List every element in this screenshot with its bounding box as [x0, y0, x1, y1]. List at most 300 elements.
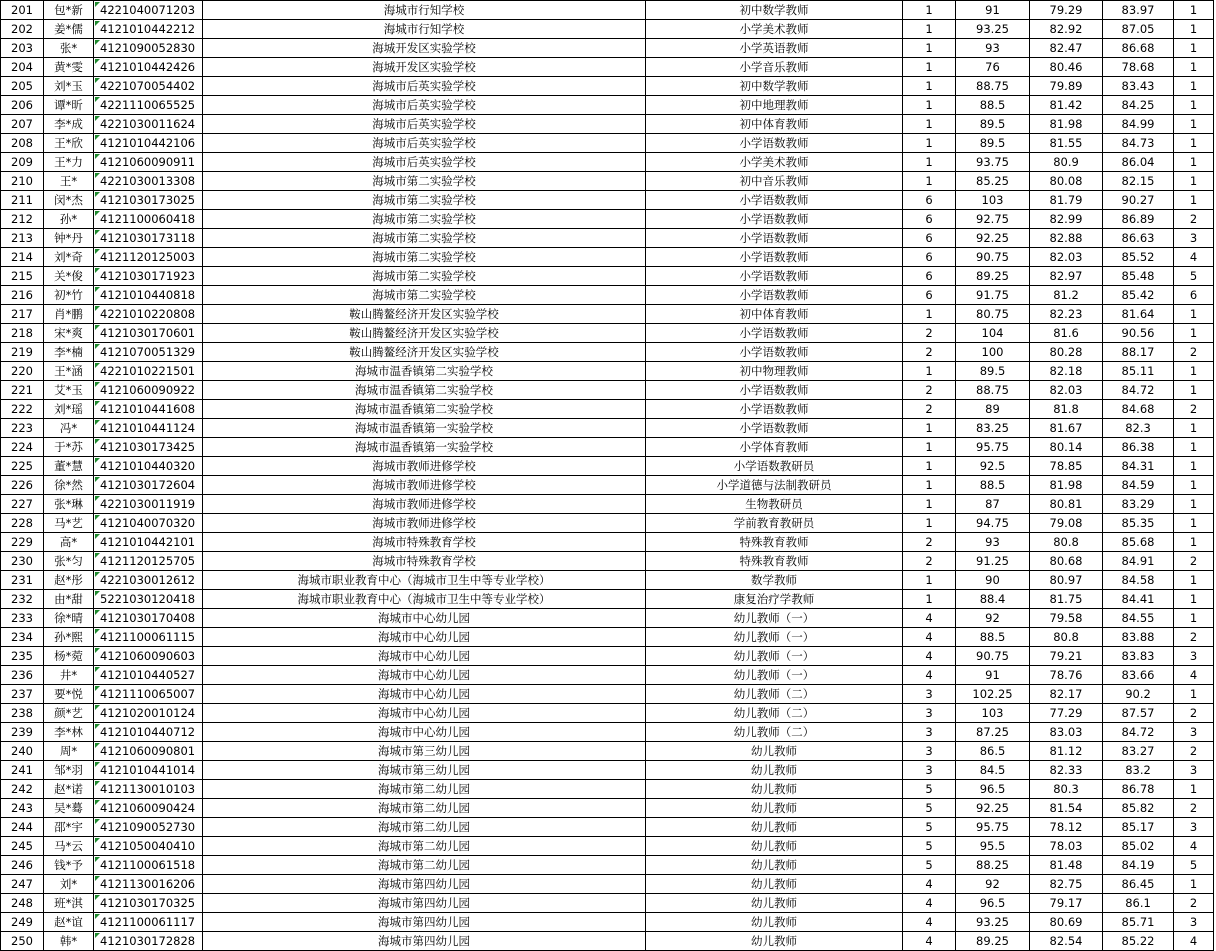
position-cell[interactable]: 初中数学教师 [646, 1, 903, 20]
interview-score-cell[interactable]: 80.46 [1030, 58, 1103, 77]
exam-id-cell[interactable]: 4221110065525 [94, 96, 203, 115]
interview-score-cell[interactable]: 82.33 [1030, 761, 1103, 780]
row-number-cell[interactable]: 236 [1, 666, 44, 685]
exam-id-cell[interactable]: 4121010440818 [94, 286, 203, 305]
total-score-cell[interactable]: 84.58 [1103, 571, 1174, 590]
position-cell[interactable]: 幼儿教师（二） [646, 704, 903, 723]
exam-id-cell[interactable]: 4121120125705 [94, 552, 203, 571]
name-cell[interactable]: 李*林 [44, 723, 94, 742]
row-number-cell[interactable]: 220 [1, 362, 44, 381]
quota-cell[interactable]: 4 [903, 609, 956, 628]
exam-id-cell[interactable]: 4121100061115 [94, 628, 203, 647]
written-score-cell[interactable]: 90.75 [956, 248, 1030, 267]
unit-cell[interactable]: 海城市第二幼儿园 [203, 780, 646, 799]
quota-cell[interactable]: 2 [903, 343, 956, 362]
total-score-cell[interactable]: 83.29 [1103, 495, 1174, 514]
quota-cell[interactable]: 4 [903, 894, 956, 913]
written-score-cell[interactable]: 102.25 [956, 685, 1030, 704]
position-cell[interactable]: 小学体育教师 [646, 438, 903, 457]
written-score-cell[interactable]: 91.25 [956, 552, 1030, 571]
name-cell[interactable]: 谭*昕 [44, 96, 94, 115]
row-number-cell[interactable]: 214 [1, 248, 44, 267]
interview-score-cell[interactable]: 81.42 [1030, 96, 1103, 115]
unit-cell[interactable]: 海城市温香镇第二实验学校 [203, 362, 646, 381]
rank-cell[interactable]: 6 [1174, 286, 1214, 305]
interview-score-cell[interactable]: 81.6 [1030, 324, 1103, 343]
unit-cell[interactable]: 海城市第二幼儿园 [203, 837, 646, 856]
rank-cell[interactable]: 1 [1174, 115, 1214, 134]
row-number-cell[interactable]: 219 [1, 343, 44, 362]
unit-cell[interactable]: 海城市教师进修学校 [203, 514, 646, 533]
quota-cell[interactable]: 3 [903, 685, 956, 704]
exam-id-cell[interactable]: 4121100061117 [94, 913, 203, 932]
unit-cell[interactable]: 海城市教师进修学校 [203, 495, 646, 514]
total-score-cell[interactable]: 83.27 [1103, 742, 1174, 761]
row-number-cell[interactable]: 238 [1, 704, 44, 723]
interview-score-cell[interactable]: 81.55 [1030, 134, 1103, 153]
exam-id-cell[interactable]: 4121030170408 [94, 609, 203, 628]
position-cell[interactable]: 初中体育教师 [646, 305, 903, 324]
written-score-cell[interactable]: 91 [956, 666, 1030, 685]
total-score-cell[interactable]: 86.68 [1103, 39, 1174, 58]
interview-score-cell[interactable]: 79.58 [1030, 609, 1103, 628]
position-cell[interactable]: 幼儿教师 [646, 742, 903, 761]
position-cell[interactable]: 幼儿教师（二） [646, 685, 903, 704]
position-cell[interactable]: 初中地理教师 [646, 96, 903, 115]
rank-cell[interactable]: 4 [1174, 837, 1214, 856]
rank-cell[interactable]: 1 [1174, 191, 1214, 210]
unit-cell[interactable]: 海城市第二实验学校 [203, 229, 646, 248]
exam-id-cell[interactable]: 4221030012612 [94, 571, 203, 590]
interview-score-cell[interactable]: 79.17 [1030, 894, 1103, 913]
exam-id-cell[interactable]: 4221030011919 [94, 495, 203, 514]
position-cell[interactable]: 幼儿教师 [646, 875, 903, 894]
rank-cell[interactable]: 1 [1174, 1, 1214, 20]
exam-id-cell[interactable]: 4121130010103 [94, 780, 203, 799]
name-cell[interactable]: 王*力 [44, 153, 94, 172]
name-cell[interactable]: 张*琳 [44, 495, 94, 514]
rank-cell[interactable]: 3 [1174, 229, 1214, 248]
total-score-cell[interactable]: 84.99 [1103, 115, 1174, 134]
total-score-cell[interactable]: 87.57 [1103, 704, 1174, 723]
rank-cell[interactable]: 1 [1174, 96, 1214, 115]
position-cell[interactable]: 小学语数教师 [646, 381, 903, 400]
quota-cell[interactable]: 2 [903, 552, 956, 571]
quota-cell[interactable]: 1 [903, 362, 956, 381]
unit-cell[interactable]: 海城市第二实验学校 [203, 191, 646, 210]
interview-score-cell[interactable]: 78.03 [1030, 837, 1103, 856]
row-number-cell[interactable]: 226 [1, 476, 44, 495]
quota-cell[interactable]: 1 [903, 1, 956, 20]
rank-cell[interactable]: 4 [1174, 666, 1214, 685]
unit-cell[interactable]: 海城市第四幼儿园 [203, 913, 646, 932]
interview-score-cell[interactable]: 77.29 [1030, 704, 1103, 723]
interview-score-cell[interactable]: 81.2 [1030, 286, 1103, 305]
written-score-cell[interactable]: 76 [956, 58, 1030, 77]
interview-score-cell[interactable]: 81.8 [1030, 400, 1103, 419]
exam-id-cell[interactable]: 4121060090603 [94, 647, 203, 666]
name-cell[interactable]: 肖*鹏 [44, 305, 94, 324]
row-number-cell[interactable]: 230 [1, 552, 44, 571]
quota-cell[interactable]: 1 [903, 438, 956, 457]
position-cell[interactable]: 小学道德与法制教研员 [646, 476, 903, 495]
row-number-cell[interactable]: 210 [1, 172, 44, 191]
written-score-cell[interactable]: 95.75 [956, 438, 1030, 457]
name-cell[interactable]: 宋*爽 [44, 324, 94, 343]
written-score-cell[interactable]: 88.4 [956, 590, 1030, 609]
quota-cell[interactable]: 1 [903, 153, 956, 172]
rank-cell[interactable]: 3 [1174, 761, 1214, 780]
name-cell[interactable]: 邵*宇 [44, 818, 94, 837]
rank-cell[interactable]: 3 [1174, 723, 1214, 742]
unit-cell[interactable]: 鞍山腾鳌经济开发区实验学校 [203, 324, 646, 343]
row-number-cell[interactable]: 247 [1, 875, 44, 894]
total-score-cell[interactable]: 84.59 [1103, 476, 1174, 495]
quota-cell[interactable]: 1 [903, 96, 956, 115]
total-score-cell[interactable]: 86.63 [1103, 229, 1174, 248]
quota-cell[interactable]: 4 [903, 913, 956, 932]
total-score-cell[interactable]: 87.05 [1103, 20, 1174, 39]
rank-cell[interactable]: 3 [1174, 818, 1214, 837]
exam-id-cell[interactable]: 4121040070320 [94, 514, 203, 533]
unit-cell[interactable]: 海城市教师进修学校 [203, 457, 646, 476]
exam-id-cell[interactable]: 4221010221501 [94, 362, 203, 381]
exam-id-cell[interactable]: 4121110065007 [94, 685, 203, 704]
total-score-cell[interactable]: 85.48 [1103, 267, 1174, 286]
rank-cell[interactable]: 1 [1174, 419, 1214, 438]
interview-score-cell[interactable]: 80.81 [1030, 495, 1103, 514]
unit-cell[interactable]: 海城市第二幼儿园 [203, 818, 646, 837]
position-cell[interactable]: 生物教研员 [646, 495, 903, 514]
interview-score-cell[interactable]: 80.28 [1030, 343, 1103, 362]
row-number-cell[interactable]: 231 [1, 571, 44, 590]
quota-cell[interactable]: 1 [903, 457, 956, 476]
quota-cell[interactable]: 2 [903, 400, 956, 419]
row-number-cell[interactable]: 204 [1, 58, 44, 77]
name-cell[interactable]: 要*悦 [44, 685, 94, 704]
written-score-cell[interactable]: 104 [956, 324, 1030, 343]
total-score-cell[interactable]: 83.97 [1103, 1, 1174, 20]
quota-cell[interactable]: 1 [903, 39, 956, 58]
written-score-cell[interactable]: 96.5 [956, 894, 1030, 913]
written-score-cell[interactable]: 96.5 [956, 780, 1030, 799]
unit-cell[interactable]: 海城市温香镇第二实验学校 [203, 381, 646, 400]
name-cell[interactable]: 赵*诺 [44, 780, 94, 799]
name-cell[interactable]: 吴*蓦 [44, 799, 94, 818]
row-number-cell[interactable]: 211 [1, 191, 44, 210]
total-score-cell[interactable]: 85.52 [1103, 248, 1174, 267]
position-cell[interactable]: 学前教育教研员 [646, 514, 903, 533]
written-score-cell[interactable]: 85.25 [956, 172, 1030, 191]
name-cell[interactable]: 李*成 [44, 115, 94, 134]
exam-id-cell[interactable]: 4121060090801 [94, 742, 203, 761]
row-number-cell[interactable]: 243 [1, 799, 44, 818]
row-number-cell[interactable]: 206 [1, 96, 44, 115]
written-score-cell[interactable]: 92.5 [956, 457, 1030, 476]
name-cell[interactable]: 颜*艺 [44, 704, 94, 723]
quota-cell[interactable]: 6 [903, 286, 956, 305]
row-number-cell[interactable]: 235 [1, 647, 44, 666]
row-number-cell[interactable]: 201 [1, 1, 44, 20]
total-score-cell[interactable]: 86.1 [1103, 894, 1174, 913]
quota-cell[interactable]: 3 [903, 761, 956, 780]
quota-cell[interactable]: 5 [903, 799, 956, 818]
written-score-cell[interactable]: 92 [956, 875, 1030, 894]
exam-id-cell[interactable]: 4121070051329 [94, 343, 203, 362]
interview-score-cell[interactable]: 79.08 [1030, 514, 1103, 533]
quota-cell[interactable]: 2 [903, 533, 956, 552]
total-score-cell[interactable]: 83.88 [1103, 628, 1174, 647]
quota-cell[interactable]: 6 [903, 191, 956, 210]
row-number-cell[interactable]: 249 [1, 913, 44, 932]
written-score-cell[interactable]: 88.5 [956, 628, 1030, 647]
position-cell[interactable]: 幼儿教师（一） [646, 647, 903, 666]
row-number-cell[interactable]: 244 [1, 818, 44, 837]
rank-cell[interactable]: 1 [1174, 381, 1214, 400]
rank-cell[interactable]: 1 [1174, 153, 1214, 172]
written-score-cell[interactable]: 90 [956, 571, 1030, 590]
unit-cell[interactable]: 海城市第二幼儿园 [203, 799, 646, 818]
unit-cell[interactable]: 海城市第二实验学校 [203, 267, 646, 286]
quota-cell[interactable]: 4 [903, 647, 956, 666]
name-cell[interactable]: 包*新 [44, 1, 94, 20]
rank-cell[interactable]: 2 [1174, 628, 1214, 647]
interview-score-cell[interactable]: 80.3 [1030, 780, 1103, 799]
written-score-cell[interactable]: 80.75 [956, 305, 1030, 324]
written-score-cell[interactable]: 89.25 [956, 267, 1030, 286]
interview-score-cell[interactable]: 81.79 [1030, 191, 1103, 210]
position-cell[interactable]: 幼儿教师 [646, 761, 903, 780]
rank-cell[interactable]: 5 [1174, 856, 1214, 875]
row-number-cell[interactable]: 241 [1, 761, 44, 780]
name-cell[interactable]: 孙*熙 [44, 628, 94, 647]
written-score-cell[interactable]: 83.25 [956, 419, 1030, 438]
quota-cell[interactable]: 3 [903, 704, 956, 723]
exam-id-cell[interactable]: 4121010440527 [94, 666, 203, 685]
written-score-cell[interactable]: 88.75 [956, 381, 1030, 400]
written-score-cell[interactable]: 89.25 [956, 932, 1030, 951]
quota-cell[interactable]: 4 [903, 628, 956, 647]
exam-id-cell[interactable]: 4121010441124 [94, 419, 203, 438]
row-number-cell[interactable]: 250 [1, 932, 44, 951]
rank-cell[interactable]: 1 [1174, 495, 1214, 514]
interview-score-cell[interactable]: 82.54 [1030, 932, 1103, 951]
interview-score-cell[interactable]: 78.76 [1030, 666, 1103, 685]
rank-cell[interactable]: 4 [1174, 932, 1214, 951]
unit-cell[interactable]: 海城市第三幼儿园 [203, 742, 646, 761]
total-score-cell[interactable]: 82.15 [1103, 172, 1174, 191]
total-score-cell[interactable]: 86.45 [1103, 875, 1174, 894]
total-score-cell[interactable]: 85.11 [1103, 362, 1174, 381]
total-score-cell[interactable]: 86.38 [1103, 438, 1174, 457]
unit-cell[interactable]: 海城市教师进修学校 [203, 476, 646, 495]
rank-cell[interactable]: 1 [1174, 685, 1214, 704]
position-cell[interactable]: 数学教师 [646, 571, 903, 590]
exam-id-cell[interactable]: 4121020010124 [94, 704, 203, 723]
total-score-cell[interactable]: 84.41 [1103, 590, 1174, 609]
total-score-cell[interactable]: 84.68 [1103, 400, 1174, 419]
rank-cell[interactable]: 3 [1174, 647, 1214, 666]
exam-id-cell[interactable]: 4121030173118 [94, 229, 203, 248]
position-cell[interactable]: 幼儿教师（一） [646, 609, 903, 628]
quota-cell[interactable]: 4 [903, 875, 956, 894]
name-cell[interactable]: 冯* [44, 419, 94, 438]
position-cell[interactable]: 小学语数教研员 [646, 457, 903, 476]
name-cell[interactable]: 艾*玉 [44, 381, 94, 400]
position-cell[interactable]: 小学美术教师 [646, 20, 903, 39]
total-score-cell[interactable]: 86.89 [1103, 210, 1174, 229]
rank-cell[interactable]: 3 [1174, 913, 1214, 932]
unit-cell[interactable]: 海城市中心幼儿园 [203, 666, 646, 685]
row-number-cell[interactable]: 215 [1, 267, 44, 286]
rank-cell[interactable]: 1 [1174, 39, 1214, 58]
written-score-cell[interactable]: 95.5 [956, 837, 1030, 856]
position-cell[interactable]: 幼儿教师 [646, 894, 903, 913]
interview-score-cell[interactable]: 82.03 [1030, 248, 1103, 267]
rank-cell[interactable]: 1 [1174, 305, 1214, 324]
interview-score-cell[interactable]: 78.12 [1030, 818, 1103, 837]
rank-cell[interactable]: 1 [1174, 172, 1214, 191]
interview-score-cell[interactable]: 80.8 [1030, 628, 1103, 647]
quota-cell[interactable]: 3 [903, 742, 956, 761]
name-cell[interactable]: 马*艺 [44, 514, 94, 533]
name-cell[interactable]: 刘*奇 [44, 248, 94, 267]
written-score-cell[interactable]: 91 [956, 1, 1030, 20]
total-score-cell[interactable]: 84.73 [1103, 134, 1174, 153]
unit-cell[interactable]: 海城市温香镇第一实验学校 [203, 438, 646, 457]
exam-id-cell[interactable]: 4121010441014 [94, 761, 203, 780]
row-number-cell[interactable]: 208 [1, 134, 44, 153]
position-cell[interactable]: 小学语数教师 [646, 419, 903, 438]
total-score-cell[interactable]: 84.31 [1103, 457, 1174, 476]
exam-id-cell[interactable]: 4121060090922 [94, 381, 203, 400]
position-cell[interactable]: 初中数学教师 [646, 77, 903, 96]
written-score-cell[interactable]: 95.75 [956, 818, 1030, 837]
name-cell[interactable]: 张* [44, 39, 94, 58]
unit-cell[interactable]: 海城市后英实验学校 [203, 77, 646, 96]
interview-score-cell[interactable]: 80.08 [1030, 172, 1103, 191]
position-cell[interactable]: 小学语数教师 [646, 191, 903, 210]
quota-cell[interactable]: 1 [903, 77, 956, 96]
row-number-cell[interactable]: 237 [1, 685, 44, 704]
name-cell[interactable]: 徐*晴 [44, 609, 94, 628]
name-cell[interactable]: 孙* [44, 210, 94, 229]
name-cell[interactable]: 张*匀 [44, 552, 94, 571]
written-score-cell[interactable]: 92.25 [956, 229, 1030, 248]
rank-cell[interactable]: 2 [1174, 799, 1214, 818]
row-number-cell[interactable]: 229 [1, 533, 44, 552]
exam-id-cell[interactable]: 4121010442106 [94, 134, 203, 153]
rank-cell[interactable]: 1 [1174, 77, 1214, 96]
position-cell[interactable]: 幼儿教师（一） [646, 628, 903, 647]
row-number-cell[interactable]: 218 [1, 324, 44, 343]
total-score-cell[interactable]: 90.2 [1103, 685, 1174, 704]
row-number-cell[interactable]: 213 [1, 229, 44, 248]
exam-id-cell[interactable]: 4121010442101 [94, 533, 203, 552]
exam-id-cell[interactable]: 4121010440712 [94, 723, 203, 742]
rank-cell[interactable]: 1 [1174, 324, 1214, 343]
unit-cell[interactable]: 海城市中心幼儿园 [203, 723, 646, 742]
row-number-cell[interactable]: 205 [1, 77, 44, 96]
exam-id-cell[interactable]: 4121050040410 [94, 837, 203, 856]
total-score-cell[interactable]: 85.42 [1103, 286, 1174, 305]
written-score-cell[interactable]: 92.75 [956, 210, 1030, 229]
interview-score-cell[interactable]: 78.85 [1030, 457, 1103, 476]
interview-score-cell[interactable]: 82.99 [1030, 210, 1103, 229]
written-score-cell[interactable]: 88.5 [956, 96, 1030, 115]
interview-score-cell[interactable]: 83.03 [1030, 723, 1103, 742]
unit-cell[interactable]: 海城市第二实验学校 [203, 248, 646, 267]
name-cell[interactable]: 钱*予 [44, 856, 94, 875]
written-score-cell[interactable]: 93 [956, 39, 1030, 58]
interview-score-cell[interactable]: 80.68 [1030, 552, 1103, 571]
row-number-cell[interactable]: 248 [1, 894, 44, 913]
unit-cell[interactable]: 海城开发区实验学校 [203, 39, 646, 58]
position-cell[interactable]: 小学语数教师 [646, 248, 903, 267]
position-cell[interactable]: 小学音乐教师 [646, 58, 903, 77]
quota-cell[interactable]: 2 [903, 324, 956, 343]
written-score-cell[interactable]: 87.25 [956, 723, 1030, 742]
exam-id-cell[interactable]: 4121010442212 [94, 20, 203, 39]
exam-id-cell[interactable]: 4121130016206 [94, 875, 203, 894]
total-score-cell[interactable]: 86.04 [1103, 153, 1174, 172]
name-cell[interactable]: 赵*彤 [44, 571, 94, 590]
quota-cell[interactable]: 4 [903, 932, 956, 951]
exam-id-cell[interactable]: 4121060090911 [94, 153, 203, 172]
rank-cell[interactable]: 1 [1174, 590, 1214, 609]
quota-cell[interactable]: 5 [903, 856, 956, 875]
rank-cell[interactable]: 2 [1174, 343, 1214, 362]
written-score-cell[interactable]: 93 [956, 533, 1030, 552]
exam-id-cell[interactable]: 4121010442426 [94, 58, 203, 77]
quota-cell[interactable]: 1 [903, 20, 956, 39]
interview-score-cell[interactable]: 81.75 [1030, 590, 1103, 609]
interview-score-cell[interactable]: 82.97 [1030, 267, 1103, 286]
row-number-cell[interactable]: 233 [1, 609, 44, 628]
total-score-cell[interactable]: 84.91 [1103, 552, 1174, 571]
row-number-cell[interactable]: 224 [1, 438, 44, 457]
quota-cell[interactable]: 5 [903, 780, 956, 799]
position-cell[interactable]: 小学语数教师 [646, 324, 903, 343]
exam-id-cell[interactable]: 4121030170325 [94, 894, 203, 913]
quota-cell[interactable]: 4 [903, 666, 956, 685]
quota-cell[interactable]: 1 [903, 134, 956, 153]
interview-score-cell[interactable]: 80.69 [1030, 913, 1103, 932]
written-score-cell[interactable]: 103 [956, 704, 1030, 723]
quota-cell[interactable]: 2 [903, 381, 956, 400]
quota-cell[interactable]: 6 [903, 267, 956, 286]
exam-id-cell[interactable]: 4121030172604 [94, 476, 203, 495]
unit-cell[interactable]: 海城市后英实验学校 [203, 96, 646, 115]
written-score-cell[interactable]: 92 [956, 609, 1030, 628]
interview-score-cell[interactable]: 80.14 [1030, 438, 1103, 457]
row-number-cell[interactable]: 209 [1, 153, 44, 172]
rank-cell[interactable]: 2 [1174, 704, 1214, 723]
exam-id-cell[interactable]: 4121090052830 [94, 39, 203, 58]
unit-cell[interactable]: 海城市第二实验学校 [203, 210, 646, 229]
name-cell[interactable]: 班*淇 [44, 894, 94, 913]
unit-cell[interactable]: 海城市第四幼儿园 [203, 875, 646, 894]
name-cell[interactable]: 王*涵 [44, 362, 94, 381]
name-cell[interactable]: 黄*雯 [44, 58, 94, 77]
rank-cell[interactable]: 1 [1174, 875, 1214, 894]
exam-id-cell[interactable]: 4121030173425 [94, 438, 203, 457]
total-score-cell[interactable]: 85.71 [1103, 913, 1174, 932]
total-score-cell[interactable]: 81.64 [1103, 305, 1174, 324]
total-score-cell[interactable]: 85.02 [1103, 837, 1174, 856]
position-cell[interactable]: 小学英语教师 [646, 39, 903, 58]
row-number-cell[interactable]: 222 [1, 400, 44, 419]
